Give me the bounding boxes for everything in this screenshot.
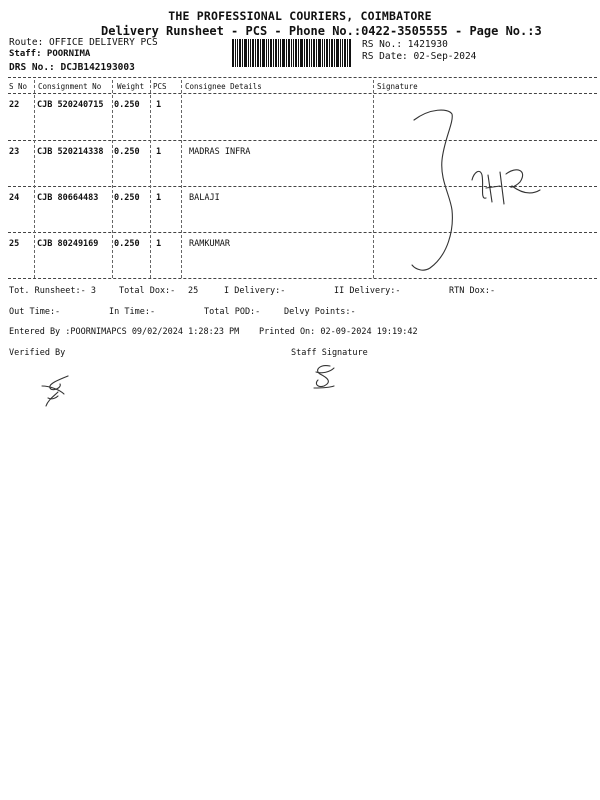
row-weight: 0.250 (114, 100, 140, 110)
total-dox-label: Total Dox:- (119, 286, 176, 296)
table-bottom-line (8, 278, 597, 279)
row-pcs: 1 (156, 239, 162, 249)
i-delivery: I Delivery:- (224, 286, 286, 296)
row-pcs: 1 (156, 100, 162, 110)
total-dox-value: 25 (188, 286, 199, 296)
row-sno: 22 (9, 100, 20, 110)
drs-number: DRS No.: DCJB142193003 (9, 62, 135, 73)
in-time: In Time:- (109, 307, 156, 317)
rs-number: RS No.: 1421930 (362, 39, 448, 50)
staff-label: Staff: POORNIMA (9, 49, 91, 59)
printed-on: Printed On: 02-09-2024 19:19:42 (259, 327, 418, 337)
row-weight: 0.250 (114, 193, 140, 203)
verified-signature (38, 374, 78, 408)
barcode (232, 39, 351, 67)
handwritten-signature (400, 100, 560, 275)
out-time: Out Time:- (9, 307, 61, 317)
row-sno: 23 (9, 147, 20, 157)
staff-signature-label: Staff Signature (291, 348, 368, 358)
delvy-points: Delvy Points:- (284, 307, 356, 317)
runsheet-subtitle: Delivery Runsheet - PCS - Phone No.:0422-3505555 - Page No.:3 (101, 24, 542, 38)
column-header-consignee: Consignee Details (185, 82, 262, 91)
row-consignment: CJB 80249169 (37, 239, 99, 249)
column-divider (112, 80, 113, 278)
rtn-dox: RTN Dox:- (449, 286, 496, 296)
row-consignment: CJB 520240715 (37, 100, 104, 110)
row-consignee: RAMKUMAR (189, 239, 230, 249)
tot-runsheet: Tot. Runsheet:- 3 (9, 286, 96, 296)
table-header-line (8, 93, 597, 94)
ii-delivery: II Delivery:- (334, 286, 401, 296)
row-consignment: CJB 520214338 (37, 147, 104, 157)
row-sno: 24 (9, 193, 20, 203)
company-title: THE PROFESSIONAL COURIERS, COIMBATORE (168, 9, 432, 23)
row-weight: 0.250 (114, 147, 140, 157)
entered-by: Entered By :POORNIMAPCS 09/02/2024 1:28:23 PM (9, 327, 240, 337)
route-label: Route: OFFICE DELIVERY PCS (9, 37, 158, 48)
column-header-signature: Signature (377, 82, 418, 91)
total-pod: Total POD:- (204, 307, 261, 317)
verified-by-label: Verified By (9, 348, 66, 358)
row-consignment: CJB 80664483 (37, 193, 99, 203)
row-consignee: BALAJI (189, 193, 220, 203)
column-header-pcs: PCS (153, 82, 167, 91)
column-header-consignment: Consignment No (38, 82, 102, 91)
row-sno: 25 (9, 239, 20, 249)
rs-date: RS Date: 02-Sep-2024 (362, 51, 477, 62)
column-divider (150, 80, 151, 278)
row-pcs: 1 (156, 193, 162, 203)
column-divider (181, 80, 182, 278)
row-pcs: 1 (156, 147, 162, 157)
row-weight: 0.250 (114, 239, 140, 249)
column-divider (373, 80, 374, 278)
staff-signature (310, 362, 340, 392)
column-divider (34, 80, 35, 278)
column-header-sno: S No (9, 82, 28, 91)
column-header-weight: Weight (117, 82, 145, 91)
table-top-line (8, 77, 597, 78)
row-consignee: MADRAS INFRA (189, 147, 251, 157)
